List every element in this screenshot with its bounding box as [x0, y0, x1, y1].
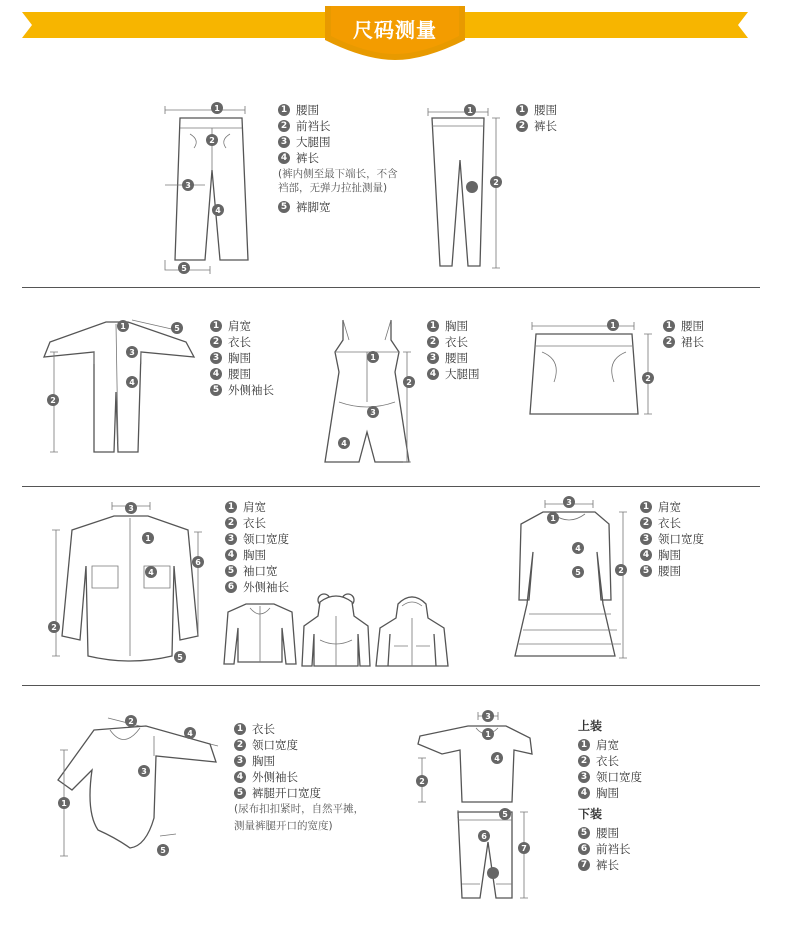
legend-item: [225, 547, 289, 563]
legend-label: 腰围: [296, 103, 319, 117]
svg-text:6: 6: [481, 832, 487, 841]
legend-item: [663, 334, 704, 350]
legend-label: 裤长: [596, 858, 619, 872]
svg-text:5: 5: [174, 324, 180, 333]
legend-label: 肩宽: [596, 738, 619, 752]
legend-label: 裤长: [534, 119, 557, 133]
set-legend: [578, 716, 642, 873]
legend-item: [210, 334, 274, 350]
number-badge: 4: [640, 549, 652, 561]
legend-item: [278, 199, 398, 215]
legend-label: 衣长: [596, 754, 619, 768]
legend-label: 腰围: [596, 826, 619, 840]
bodysuit-legend: [234, 721, 364, 836]
legend-label: 腰围: [228, 367, 251, 381]
legend-label: 大腿围: [296, 135, 331, 149]
svg-text:1: 1: [485, 730, 491, 739]
section-divider: [22, 486, 760, 487]
number-badge: 2: [516, 120, 528, 132]
legend-label: 腰围: [534, 103, 557, 117]
legend-item: [225, 531, 289, 547]
number-badge: 3: [578, 771, 590, 783]
legend-item: [234, 721, 364, 737]
svg-text:2: 2: [51, 623, 57, 632]
svg-text:4: 4: [215, 206, 221, 215]
legend-item: [640, 499, 704, 515]
number-badge: 1: [578, 739, 590, 751]
svg-text:4: 4: [187, 729, 193, 738]
svg-text:2: 2: [406, 378, 412, 387]
legend-item: [578, 785, 642, 801]
legend-item: [225, 499, 289, 515]
leggings-illustration: [420, 100, 510, 280]
svg-text:1: 1: [467, 106, 473, 115]
svg-text:1: 1: [214, 104, 220, 113]
number-badge: 4: [225, 549, 237, 561]
legend-label: 肩宽: [228, 319, 251, 333]
legend-item: [516, 118, 557, 134]
number-badge: 3: [234, 755, 246, 767]
dress-legend: [640, 499, 704, 579]
number-badge: 3: [278, 136, 290, 148]
number-badge: 1: [516, 104, 528, 116]
svg-text:4: 4: [575, 544, 581, 553]
leggings-legend: [516, 102, 557, 134]
legend-label: 裤脚宽: [296, 200, 331, 214]
skirt-illustration: [522, 312, 662, 427]
number-badge: 2: [225, 517, 237, 529]
legend-item: [578, 737, 642, 753]
legend-item: [578, 769, 642, 785]
legend-item: [640, 563, 704, 579]
bottom-group-title: 下装: [578, 807, 603, 821]
legend-item: [427, 334, 480, 350]
legend-item: [210, 366, 274, 382]
legend-label: 领口宽度: [243, 532, 289, 546]
svg-text:2: 2: [209, 136, 215, 145]
svg-text:5: 5: [160, 846, 166, 855]
number-badge: 3: [640, 533, 652, 545]
legend-item: [278, 118, 398, 134]
svg-text:6: 6: [195, 558, 201, 567]
legend-label: 领口宽度: [658, 532, 704, 546]
number-badge: 2: [663, 336, 675, 348]
svg-text:7: 7: [521, 844, 527, 853]
top-group-title: 上装: [578, 719, 603, 733]
legend-item: [225, 515, 289, 531]
number-badge: 2: [210, 336, 222, 348]
legend-label: 外侧袖长: [228, 383, 274, 397]
number-badge: 4: [278, 152, 290, 164]
legend-item: [234, 769, 364, 785]
number-badge: 6: [225, 581, 237, 593]
legend-label: 裤腿开口宽度: [252, 786, 321, 800]
number-badge: 1: [278, 104, 290, 116]
number-badge: 1: [663, 320, 675, 332]
legend-label: 前裆长: [596, 842, 631, 856]
legend-item: [516, 102, 557, 118]
legend-label: 领口宽度: [252, 738, 298, 752]
svg-text:2: 2: [493, 178, 499, 187]
number-badge: 2: [278, 120, 290, 132]
legend-label: 袖口宽: [243, 564, 278, 578]
number-badge: 1: [427, 320, 439, 332]
legend-label: 腰围: [445, 351, 468, 365]
legend-item: [578, 753, 642, 769]
legend-label: 衣长: [445, 335, 468, 349]
number-badge: 7: [578, 859, 590, 871]
section-divider: [22, 685, 760, 686]
shirt-illustration: [38, 496, 213, 671]
legend-item: [640, 515, 704, 531]
legend-note: 测量裤腿开口的宽度): [234, 820, 333, 832]
legend-label: 裤长: [296, 151, 319, 165]
legend-item: [578, 825, 642, 841]
legend-label: 胸围: [252, 754, 275, 768]
legend-item: [278, 134, 398, 150]
svg-text:3: 3: [485, 712, 491, 721]
legend-note: (裤内侧至最下端长，不含: [278, 168, 398, 180]
legend-item: [640, 547, 704, 563]
legend-label: 领口宽度: [596, 770, 642, 784]
dress-illustration: [505, 494, 635, 666]
jumpsuit-legend: [427, 318, 480, 382]
skirt-legend: [663, 318, 704, 350]
number-badge: 5: [578, 827, 590, 839]
number-badge: 5: [640, 565, 652, 577]
number-badge: 4: [578, 787, 590, 799]
legend-label: 胸围: [243, 548, 266, 562]
legend-item: [225, 563, 289, 579]
svg-text:3: 3: [141, 767, 147, 776]
number-badge: 3: [427, 352, 439, 364]
hooded-jacket-thumbnail: [372, 590, 452, 670]
svg-text:4: 4: [494, 754, 500, 763]
romper-illustration: [36, 312, 206, 462]
legend-item: [427, 350, 480, 366]
legend-item: [210, 350, 274, 366]
svg-text:5: 5: [177, 653, 183, 662]
svg-text:4: 4: [341, 439, 347, 448]
cardigan-thumbnail: [220, 598, 300, 670]
svg-text:1: 1: [550, 514, 556, 523]
legend-label: 衣长: [228, 335, 251, 349]
legend-item: [234, 785, 364, 801]
jumpsuit-illustration: [315, 312, 425, 472]
bodysuit-illustration: [50, 710, 230, 870]
number-badge: 1: [225, 501, 237, 513]
legend-item: [578, 857, 642, 873]
number-badge: 3: [210, 352, 222, 364]
legend-label: 衣长: [252, 722, 275, 736]
pants-legend: [278, 102, 398, 215]
number-badge: 4: [210, 368, 222, 380]
number-badge: 2: [640, 517, 652, 529]
legend-item: [210, 318, 274, 334]
legend-label: 衣长: [658, 516, 681, 530]
legend-label: 肩宽: [658, 500, 681, 514]
legend-item: [427, 366, 480, 382]
number-badge: 5: [210, 384, 222, 396]
number-badge: 6: [578, 843, 590, 855]
legend-label: 肩宽: [243, 500, 266, 514]
legend-label: 胸围: [228, 351, 251, 365]
legend-item: [427, 318, 480, 334]
svg-text:3: 3: [129, 348, 135, 357]
legend-item: [278, 150, 398, 166]
number-badge: 2: [234, 739, 246, 751]
number-badge: 1: [234, 723, 246, 735]
svg-text:3: 3: [370, 408, 376, 417]
number-badge: 2: [427, 336, 439, 348]
legend-note: (尿布扣扣紧时，自然平摊，: [234, 803, 365, 815]
svg-text:3: 3: [566, 498, 572, 507]
svg-text:5: 5: [575, 568, 581, 577]
legend-label: 衣长: [243, 516, 266, 530]
legend-item: [663, 318, 704, 334]
number-badge: 5: [225, 565, 237, 577]
svg-text:1: 1: [120, 322, 126, 331]
legend-label: 外侧袖长: [243, 580, 289, 594]
section-divider: [22, 287, 760, 288]
legend-item: [234, 753, 364, 769]
number-badge: 3: [225, 533, 237, 545]
svg-text:3: 3: [185, 181, 191, 190]
legend-item: [278, 102, 398, 118]
number-badge: 4: [234, 771, 246, 783]
svg-text:2: 2: [50, 396, 56, 405]
number-badge: 1: [210, 320, 222, 332]
svg-text:4: 4: [148, 568, 154, 577]
legend-item: [640, 531, 704, 547]
romper-legend: [210, 318, 274, 398]
number-badge: 4: [427, 368, 439, 380]
number-badge: 5: [234, 787, 246, 799]
legend-item: [234, 737, 364, 753]
set-top-illustration: [410, 708, 535, 804]
legend-label: 胸围: [658, 548, 681, 562]
page-title: 尺码测量: [353, 18, 437, 42]
number-badge: 2: [578, 755, 590, 767]
svg-text:5: 5: [502, 810, 508, 819]
number-badge: 5: [278, 201, 290, 213]
svg-text:1: 1: [61, 799, 67, 808]
svg-text:1: 1: [610, 321, 616, 330]
svg-text:2: 2: [618, 566, 624, 575]
svg-text:3: 3: [128, 504, 134, 513]
legend-item: [225, 579, 289, 595]
legend-label: 腰围: [681, 319, 704, 333]
legend-label: 裙长: [681, 335, 704, 349]
set-pants-illustration: [450, 800, 540, 900]
number-badge: 1: [640, 501, 652, 513]
hoodie-bear-thumbnail: [298, 590, 374, 670]
legend-label: 胸围: [596, 786, 619, 800]
pants-illustration: [160, 100, 255, 280]
legend-label: 胸围: [445, 319, 468, 333]
legend-label: 外侧袖长: [252, 770, 298, 784]
legend-label: 前裆长: [296, 119, 331, 133]
svg-text:2: 2: [645, 374, 651, 383]
svg-text:1: 1: [145, 534, 151, 543]
legend-item: [578, 841, 642, 857]
legend-item: [210, 382, 274, 398]
legend-label: 腰围: [658, 564, 681, 578]
shirt-legend: [225, 499, 289, 595]
svg-text:5: 5: [181, 264, 187, 273]
svg-text:2: 2: [128, 717, 134, 726]
svg-text:1: 1: [370, 353, 376, 362]
legend-note: 裆部，无弹力拉扯测量): [278, 182, 388, 194]
legend-label: 大腿围: [445, 367, 480, 381]
svg-text:2: 2: [419, 777, 425, 786]
svg-text:4: 4: [129, 378, 135, 387]
